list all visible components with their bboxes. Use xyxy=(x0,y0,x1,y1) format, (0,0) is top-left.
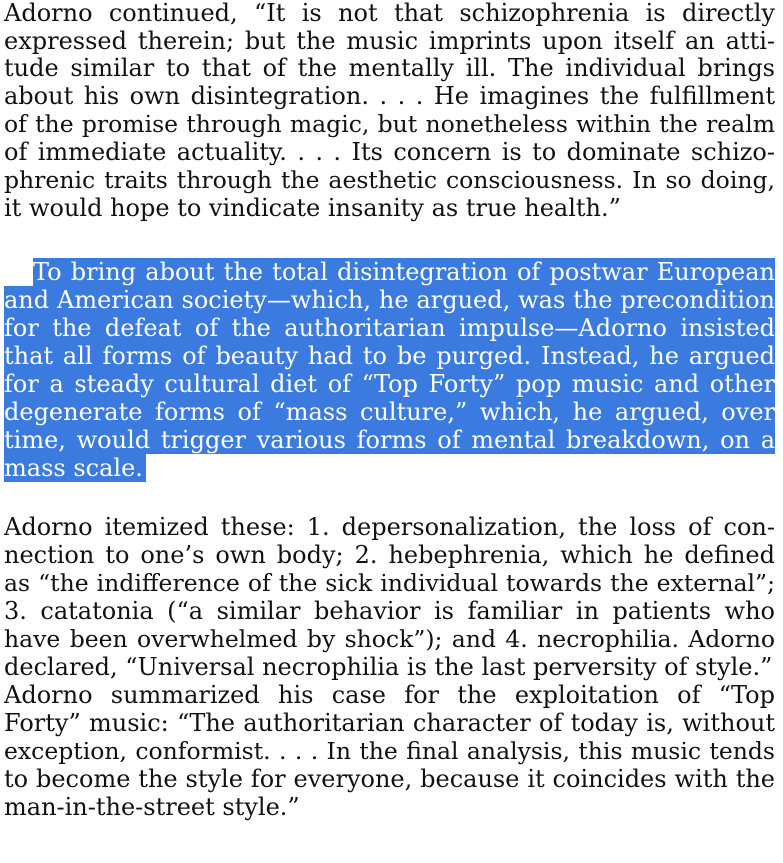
text-line[interactable]: exception, conformist. . . . In the final analysis, this music tends xyxy=(4,737,775,765)
text-line[interactable]: phrenic traits through the aesthetic consciousness. In so doing, xyxy=(4,166,775,194)
selected-text-line[interactable]: for a steady cultural diet of “Top Forty” pop music and other xyxy=(4,370,775,398)
text-line[interactable]: about his own disintegration. . . . He imagines the fulfillment xyxy=(4,82,775,110)
text-line[interactable]: expressed therein; but the music imprints upon itself an atti- xyxy=(4,27,775,55)
text-line[interactable]: of immediate actuality. . . . Its concern is to dominate schizo- xyxy=(4,138,775,166)
text-line[interactable]: have been overwhelmed by shock”); and 4. necrophilia. Adorno xyxy=(4,625,775,653)
text-line[interactable]: man-in-the-street style.” xyxy=(4,793,300,821)
text-line[interactable]: Adorno summarized his case for the exploitation of “Top xyxy=(4,681,775,709)
text-line[interactable]: to become the style for everyone, because it coincides with the xyxy=(4,765,775,793)
selected-text-line[interactable]: degenerate forms of “mass culture,” which, he argued, over xyxy=(4,398,775,426)
text-line[interactable]: Adorno continued, “It is not that schizophrenia is directly xyxy=(4,0,775,27)
selected-text-line[interactable]: To bring about the total disintegration of postwar European xyxy=(33,258,775,286)
text-line[interactable]: of the promise through magic, but nonetheless within the realm xyxy=(4,110,775,138)
text-line[interactable]: as “the indifference of the sick individual towards the external”; xyxy=(4,569,775,597)
text-line[interactable]: it would hope to vindicate insanity as true health.” xyxy=(4,194,621,222)
selected-text-line[interactable]: mass scale. xyxy=(4,455,146,481)
selected-text-line[interactable]: time, would trigger various forms of mental breakdown, on a xyxy=(4,426,775,454)
text-line[interactable]: tude similar to that of the mentally ill. The individual brings xyxy=(4,54,775,82)
text-line[interactable]: 3. catatonia (“a similar behavior is familiar in patients who xyxy=(4,597,775,625)
text-line[interactable]: nection to one’s own body; 2. hebephrenia, which he defined xyxy=(4,541,775,569)
selected-text-line[interactable]: for the defeat of the authoritarian impulse—Adorno insisted xyxy=(4,314,775,342)
selected-text-line[interactable]: and American society—which, he argued, was the precondition xyxy=(4,286,775,314)
text-line[interactable]: Forty” music: “The authoritarian character of today is, without xyxy=(4,709,775,737)
text-line[interactable]: declared, “Universal necrophilia is the last perversity of style.” xyxy=(4,653,773,681)
text-line[interactable]: Adorno itemized these: 1. depersonalization, the loss of con- xyxy=(4,513,775,541)
selected-text-line[interactable]: that all forms of beauty had to be purged. Instead, he argued xyxy=(4,342,775,370)
